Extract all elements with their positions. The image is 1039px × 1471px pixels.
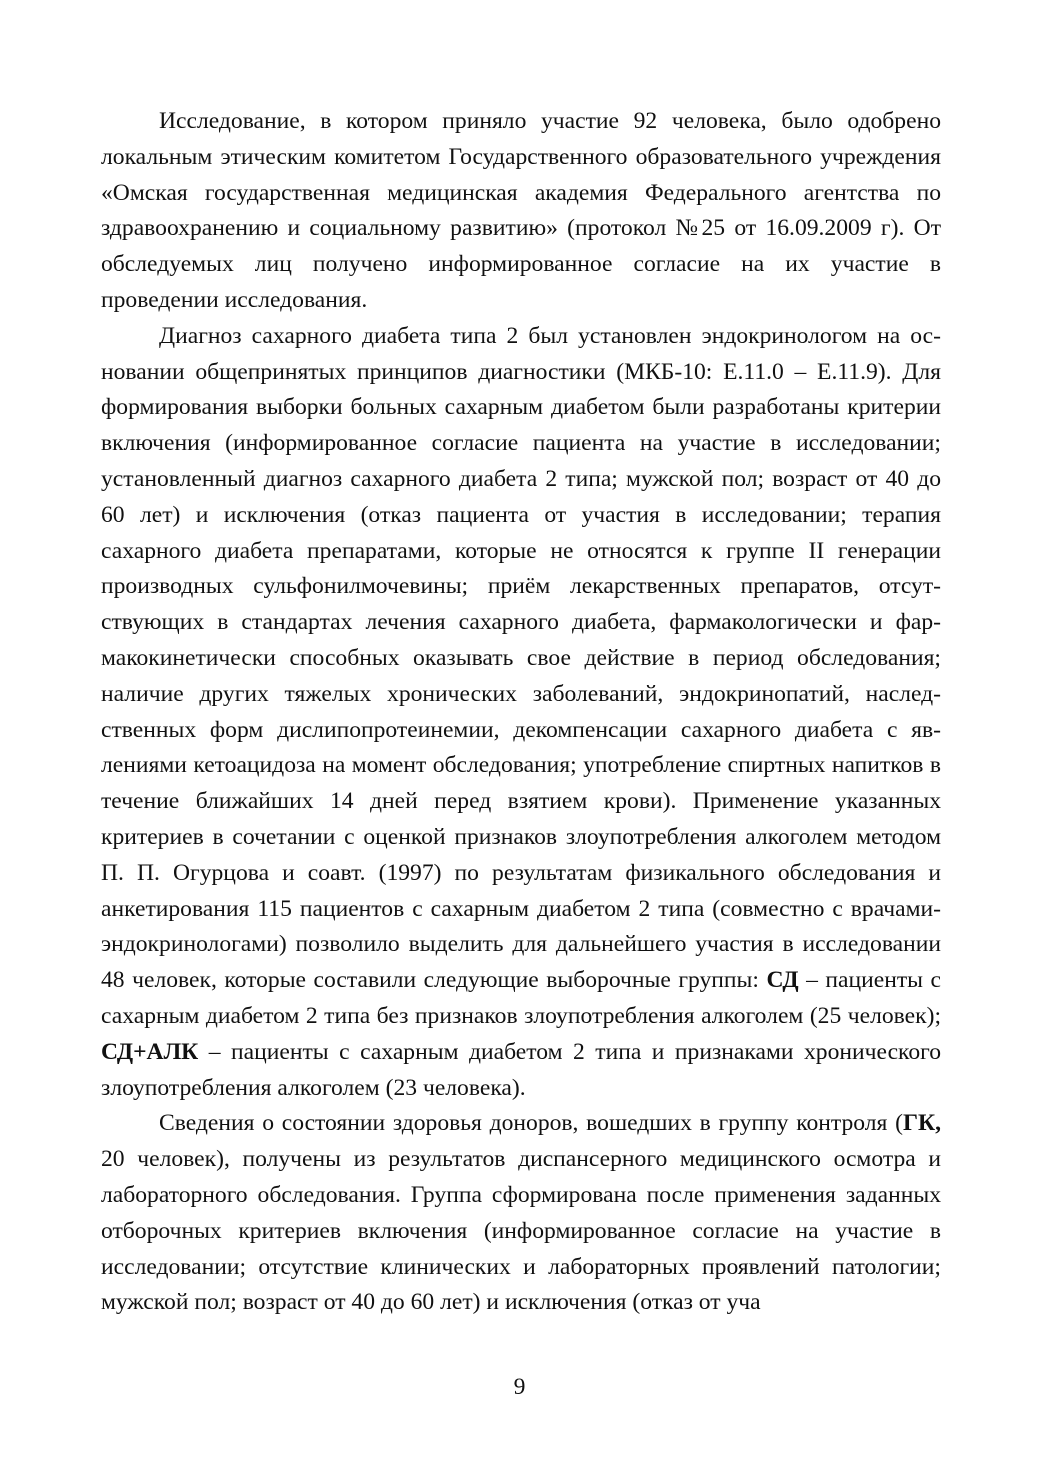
paragraph-text: 20 человек), получены из результатов диспансерного медицинского осмотра и лабораторного обследования. Группа сформирована после применения заданных отборочных критериев включения (информированное согласие на участие в исследовании; отсутствие клинических и лабораторных проявлений патологии; мужской пол; возраст от 40 до 60 лет) и исключения (отказ от уча	[101, 1146, 941, 1316]
paragraph-control-group	[101, 1106, 941, 1321]
paragraph-text: Сведения о состоянии здоровья доноров, вошедших в группу контроля (	[159, 1110, 903, 1137]
paragraph-text: Исследование, в котором приняло участие 92 человека, было одобрено локальным этическим комитетом Государственного образовательного учреждения «Омская государственная медицинская академия Федерального агентства по здравоохранению и социальному развитию» (протокол №25 от 16.09.2009 г). От обследуемых лиц получено информированное согласие на их участие в проведении исследования.	[101, 108, 941, 313]
paragraph-text: – пациенты с сахарным диабетом 2 типа и признаками хронического злоупотребления алкоголем (23 человека).	[101, 1038, 941, 1101]
paragraph-diagnosis-criteria	[101, 319, 941, 1107]
paragraph-text: – пациенты с сахарным диабетом 2 типа без признаков злоупотребления алкоголем (25 человек);	[101, 967, 941, 1029]
paragraph-study-approval	[101, 104, 941, 319]
page-number: 9	[513, 1374, 526, 1400]
group-label-sd-alk: СД+АЛК	[101, 1038, 199, 1065]
group-label-sd: СД	[766, 967, 799, 994]
group-label-gk: ГК,	[902, 1110, 941, 1137]
document-page	[101, 104, 941, 1321]
paragraph-text: Диагноз сахарного диабета типа 2 был установлен эндокринологом на основании общепринятых принципов диагностики (МКБ-10: Е.11.0 – Е.11.9). Для формирования выборки больных сахарным диабетом были разработаны критерии включения (информированное согласие пациента на участие в исследовании; установленный диагноз сахарного диабета 2 типа; мужской пол; возраст от 40 до 60 лет) и исключения (отказ пациента от участия в исследовании; терапия сахарного диабета препаратами, которые не относятся к группе II генерации производных сульфонилмочевины; приём лекарственных препаратов, отсутствующих в стандартах лечения сахарного диабета, фармакологически и фармакокинетически способных оказывать свое действие в период обследования; наличие других тяжелых хронических заболеваний, эндокринопатий, наследственных форм дислипопротеинемии, декомпенсации сахарного диабета с явлениями кетоацидоза на момент обследования; употребление спиртных напитков в течение ближайших 14 дней перед взятием крови). Применение указанных критериев в сочетании с оценкой признаков злоупотребления алкоголем методом П. П. Огурцова и соавт. (1997) по результатам физикального обследования и анкетирования 115 пациентов с сахарным диабетом 2 типа (совместно с врачами-эндокринологами) позволило выделить для дальнейшего участия в исследовании 48 человек, которые составили следующие выборочные группы:	[101, 322, 941, 994]
